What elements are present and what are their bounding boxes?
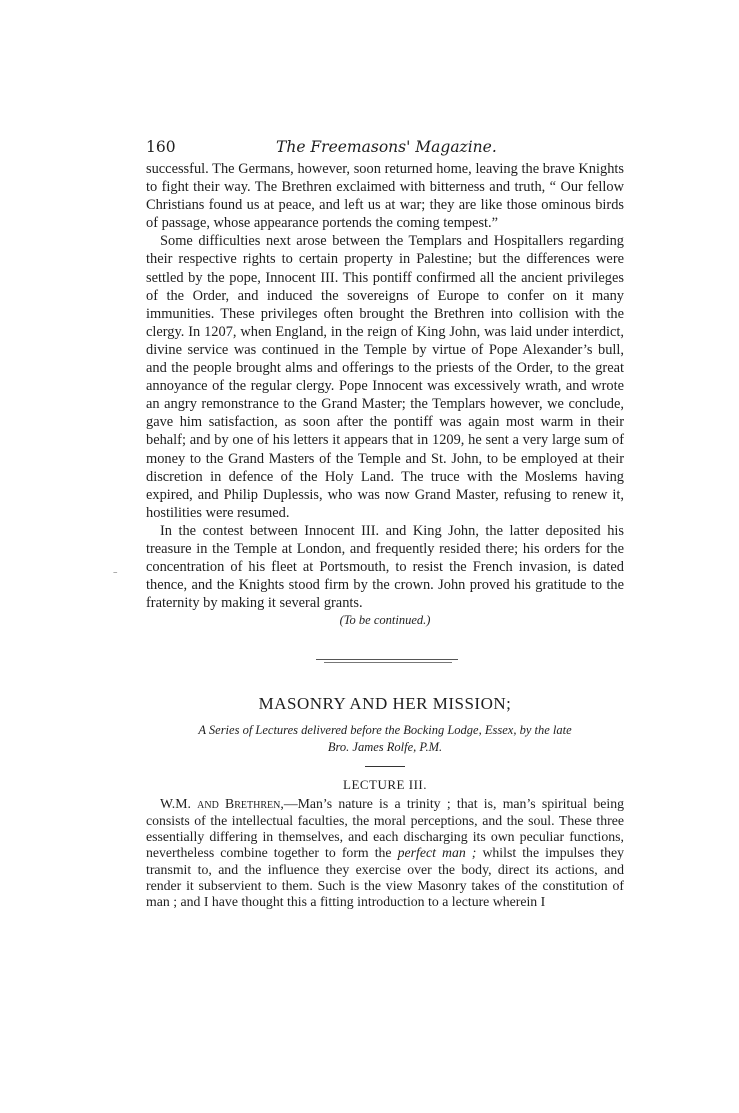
lecture-text-2: whilst the impulses they transmit to, and the influence they exercise over the body, direct its actions, and render it subservient to them. Such is the view Masonry takes of the constitution of man ; and I have thought this a fitting introduction to a lecture wherein I xyxy=(146,845,624,910)
subtitle-line-1: A Series of Lectures delivered before the Bocking Lodge, Essex, by the late xyxy=(198,723,572,738)
lecture-heading: LECTURE III. xyxy=(343,777,427,793)
divider-line-top xyxy=(316,659,458,660)
short-divider xyxy=(365,766,405,767)
section-divider xyxy=(146,658,624,666)
perfect-man-phrase: perfect man ; xyxy=(397,845,477,861)
subtitle-line-2: Bro. James Rolfe, P.M. xyxy=(327,740,443,755)
paragraph-1: successful. The Germans, however, soon returned home, leaving the brave Knights to fight their way. The Brethren exclaimed with bitterness and truth, “ Our fellow Christians found us at peace, and left us at war; they are like those ominous birds of passage, whose appearance portends the coming tempest.” xyxy=(146,161,624,232)
paragraph-2: Some difficulties next arose between the Templars and Hospitallers regarding their respective rights to certain property in Palestine; but the differences were settled by the pope, Innocent III. This pontiff confirmed all the ancient privileges of the Order, and induced the sovereigns of Europe to confer on it many immunities. These privileges often brought the Brethren into collision with the clergy. In 1207, when England, in the reign of King John, was laid under interdict, divine service was continued in the Temple by virtue of Pope Alexander’s bull, and the people brought alms and offerings to the priests of the Order, to the great annoyance of the regular clergy. Pope Innocent was excessively wrath, and wrote an angry remonstrance to the Grand Master; the Templars however, we conclude, gave him satisfaction, as soon after the pontiff was again most warm in their behalf; and by one of his letters it appears that in 1209, he sent a very large sum of money to the Grand Masters of the Temple and St. John, to be employed at their discretion in defence of the Holy Land. The truce with the Moslems having expired, and Philip Duplessis, who was now Grand Master, refusing to renew it, hostilities were resumed. xyxy=(146,233,624,521)
paragraph-3: In the contest between Innocent III. and King John, the latter deposited his treasure in the Temple at London, and frequently resided there; his orders for the concentration of his fleet at Portsmouth, to resist the French invasion, is dated thence, and the Knights stood firm by the crown. John proved his gratitude to the fraternity by making it several grants. xyxy=(146,522,624,612)
lecture-body xyxy=(146,796,624,910)
running-head xyxy=(146,138,624,160)
continued-article xyxy=(146,160,624,612)
magazine-page xyxy=(146,138,624,910)
running-title: The Freemasons' Magazine. xyxy=(276,138,497,156)
lecture-text-1: —Man’s nature is a trinity ; that is, man’s spiritual being consists of the intellectual faculties, the moral perceptions, and the soul. These three essentially differing in themselves, and each discharging its own peculiar functions, nevertheless combine together to form the xyxy=(146,796,624,861)
page-number: 160 xyxy=(146,138,176,156)
article-subtitle xyxy=(146,722,624,756)
continued-note: (To be continued.) xyxy=(339,613,431,628)
divider-line-bottom xyxy=(324,662,452,663)
lecture-paragraph xyxy=(146,796,624,910)
margin-mark: – xyxy=(113,568,118,578)
salutation: W.M. and Brethren, xyxy=(160,796,284,812)
article-title: MASONRY AND HER MISSION; xyxy=(258,694,512,714)
